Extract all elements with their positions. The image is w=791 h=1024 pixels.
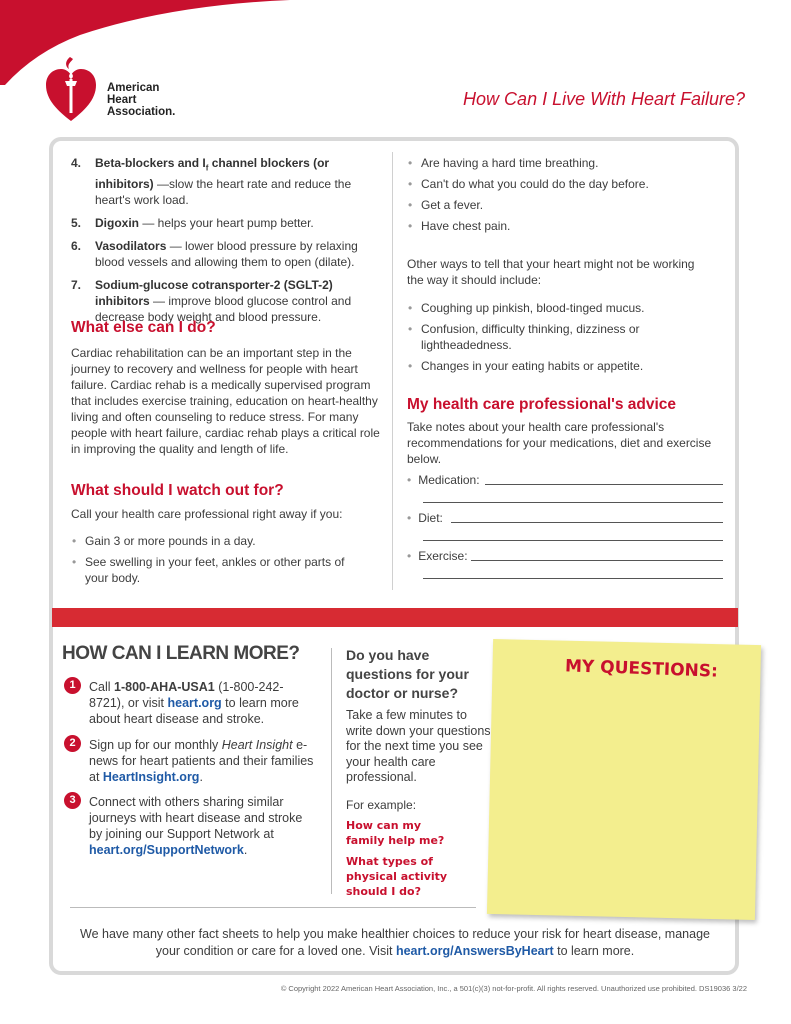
sticky-note[interactable] bbox=[487, 639, 761, 920]
med-name: Sodium-glucose cotransporter-2 (SGLT-2) inhibitors bbox=[95, 278, 333, 309]
list-item: • Changes in your eating habits or appetite. bbox=[408, 359, 644, 373]
horizontal-rule bbox=[70, 907, 476, 908]
learn-more-heading: HOW CAN I LEARN MORE? bbox=[62, 643, 300, 664]
list-item: • Confusion, difficulty thinking, dizziness or lightheadedness. bbox=[408, 322, 640, 352]
list-item: • Coughing up pinkish, blood-tinged mucus. bbox=[408, 301, 645, 315]
write-line[interactable] bbox=[471, 560, 723, 561]
number-badge: 1 bbox=[64, 677, 81, 694]
list-item: • Can't do what you could do the day before. bbox=[408, 177, 649, 191]
example-question-2: What types of physical activity should I do? bbox=[346, 855, 448, 898]
med-description: — lower blood pressure by relaxing blood vessels and allowing them to open (dilate). bbox=[95, 239, 358, 270]
field-label: Exercise: bbox=[418, 549, 468, 563]
list-item: • Get a fever. bbox=[408, 198, 484, 212]
write-line[interactable] bbox=[423, 540, 723, 541]
medication-list bbox=[71, 155, 383, 332]
list-item-text: Have chest pain. bbox=[421, 219, 511, 233]
symptom-list bbox=[407, 155, 723, 239]
list-item-text: Are having a hard time breathing. bbox=[421, 156, 599, 170]
list-item: • See swelling in your feet, ankles or other parts of your body. bbox=[72, 555, 345, 585]
med-name-connector: and I bbox=[174, 156, 206, 170]
advice-heading: My health care professional's advice bbox=[407, 396, 677, 413]
page-title: How Can I Live With Heart Failure? bbox=[463, 89, 745, 109]
list-item-text: Get a fever. bbox=[421, 198, 484, 212]
watch-out-intro: Call your health care professional right away if you: bbox=[71, 507, 343, 521]
learn-item-1: 1 Call 1-800-AHA-USA1 (1-800-242-8721), or visit heart.org to learn more about heart disease and stroke. bbox=[64, 679, 314, 727]
example-label: For example: bbox=[346, 798, 417, 812]
column-divider bbox=[392, 152, 393, 590]
number-badge: 3 bbox=[64, 792, 81, 809]
aha-wordmark bbox=[107, 82, 175, 118]
org-line-1: American bbox=[107, 82, 160, 94]
list-item: • Have chest pain. bbox=[408, 219, 511, 233]
field-label: Diet: bbox=[418, 511, 443, 525]
sticky-note-title: MY QUESTIONS: bbox=[564, 656, 719, 682]
list-item: • Gain 3 or more pounds in a day. bbox=[72, 534, 256, 548]
watch-out-heading: What should I watch out for? bbox=[71, 482, 284, 499]
exercise-field[interactable]: • Exercise: bbox=[407, 549, 723, 587]
other-signs-list bbox=[407, 300, 652, 379]
number-badge: 2 bbox=[64, 735, 81, 752]
support-network-link[interactable]: heart.org/SupportNetwork bbox=[89, 843, 244, 857]
diet-field[interactable]: • Diet: bbox=[407, 511, 723, 549]
list-item bbox=[71, 155, 383, 208]
med-description: — helps your heart pump better. bbox=[139, 216, 314, 231]
write-line[interactable] bbox=[423, 502, 723, 503]
med-description: —slow the heart rate and reduce the heart's work load. bbox=[95, 177, 352, 208]
list-item bbox=[71, 238, 383, 270]
write-line[interactable] bbox=[485, 484, 723, 485]
phone-number[interactable]: 1-800-AHA-USA1 bbox=[114, 680, 215, 694]
medication-field[interactable]: • Medication: bbox=[407, 473, 723, 511]
med-name: Vasodilators bbox=[95, 239, 167, 254]
list-item-text: See swelling in your feet, ankles or other parts of your body. bbox=[85, 555, 345, 585]
item-number: 4. bbox=[71, 156, 82, 170]
med-name-2: channel blockers (or inhibitors) bbox=[95, 156, 330, 192]
what-else-body: Cardiac rehabilitation can be an important step in the journey to recovery and wellness for people with heart failure. Cardiac rehab is a medically supervised program that includes exercise training, education on heart-healthy living and often counseling to reduce stress. For many people with heart failure, cardiac rehab plays a critical role in improving the quality and length of life. bbox=[71, 346, 380, 456]
advice-intro: Take notes about your health care professional's recommendations for your medications, diet and exercise below. bbox=[407, 420, 712, 466]
advice-fields bbox=[407, 473, 723, 587]
vertical-divider bbox=[331, 648, 332, 894]
med-description: — improve blood glucose control and decrease body weight and blood pressure. bbox=[95, 294, 352, 325]
org-line-2: Heart bbox=[107, 94, 137, 106]
list-item-text: Changes in your eating habits or appetite. bbox=[421, 359, 644, 373]
questions-heading: Do you have questions for your doctor or nurse? bbox=[346, 647, 469, 701]
heart-insight-link[interactable]: HeartInsight.org bbox=[102, 770, 200, 784]
answers-by-heart-link[interactable]: heart.org/AnswersByHeart bbox=[395, 944, 554, 958]
write-line[interactable] bbox=[423, 578, 723, 579]
list-item-text: Coughing up pinkish, blood-tinged mucus. bbox=[421, 301, 645, 315]
list-item-text: Gain 3 or more pounds in a day. bbox=[85, 534, 256, 548]
item-number: 7. bbox=[71, 278, 82, 293]
aha-heart-torch-logo bbox=[44, 55, 98, 125]
what-else-heading: What else can I do? bbox=[71, 319, 216, 336]
copyright: © Copyright 2022 American Heart Association, Inc., a 501(c)(3) not-for-profit. All rights reserved. Unauthorized use prohibited. DS19036 3/22 bbox=[280, 984, 747, 993]
med-name: Digoxin bbox=[95, 216, 139, 231]
list-item bbox=[71, 215, 383, 231]
list-item-text: Can't do what you could do the day before. bbox=[421, 177, 649, 191]
list-item-text: Confusion, difficulty thinking, dizziness or lightheadedness. bbox=[421, 322, 640, 352]
list-item: • Are having a hard time breathing. bbox=[408, 156, 599, 170]
learn-item-3: 3 Connect with others sharing similar journeys with heart disease and stroke by joining our Support Network at heart.org/SupportNetwork. bbox=[64, 794, 314, 858]
footer-message: We have many other fact sheets to help you make healthier choices to reduce your risk for heart disease, manage your condition or care for a loved one. Visit heart.org/AnswersByHeart to learn more. bbox=[80, 927, 710, 958]
example-question-1: How can my family help me? bbox=[346, 819, 445, 847]
section-divider-band bbox=[52, 608, 738, 627]
med-subscript: f bbox=[205, 163, 209, 173]
item-number: 5. bbox=[71, 216, 82, 231]
org-line-3: Association. bbox=[107, 106, 176, 118]
learn-item-2: 2 Sign up for our monthly Heart Insight e-news for heart patients and their families at HeartInsight.org. bbox=[64, 737, 314, 785]
field-label: Medication: bbox=[418, 473, 480, 487]
write-line[interactable] bbox=[451, 522, 723, 523]
other-ways-intro: Other ways to tell that your heart might not be working the way it should include: bbox=[407, 257, 695, 287]
questions-body: Take a few minutes to write down your questions for the next time you see your health care professional. bbox=[346, 708, 491, 784]
item-number: 6. bbox=[71, 239, 82, 254]
heart-org-link[interactable]: heart.org bbox=[167, 696, 222, 710]
watch-out-list bbox=[71, 533, 371, 591]
med-name: Beta-blockers bbox=[95, 156, 175, 170]
